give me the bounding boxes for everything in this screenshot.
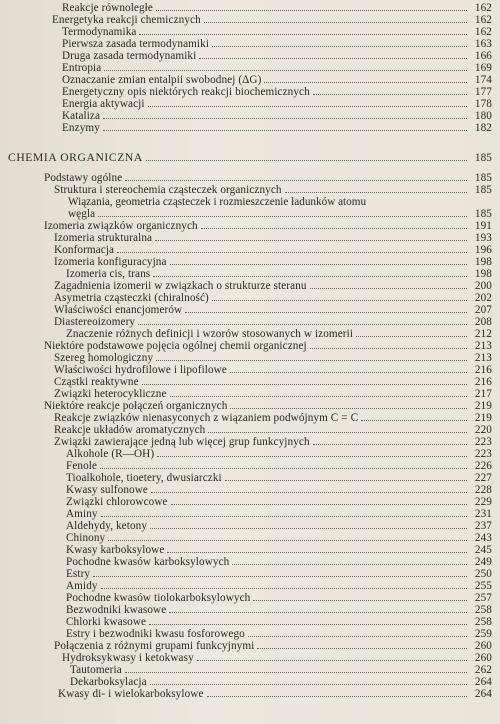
entry-page: 250 bbox=[474, 568, 492, 580]
entry-title: Druga zasada termodynamiki bbox=[62, 50, 197, 62]
dot-leader bbox=[197, 652, 467, 661]
toc-entry bbox=[54, 640, 492, 652]
toc-entry bbox=[66, 472, 492, 484]
dot-leader bbox=[170, 388, 467, 397]
entry-page: 231 bbox=[474, 508, 492, 520]
entry-title: Reakcje związków nienasyconych z wiązaniem podwójnym C = C bbox=[54, 412, 359, 424]
entry-page: 191 bbox=[474, 220, 492, 232]
entry-title: Właściwości hydrofilowe i lipofilowe bbox=[54, 364, 227, 376]
entry-title: Diastereoizomery bbox=[54, 316, 136, 328]
toc-entry bbox=[54, 304, 492, 316]
entry-page: 169 bbox=[474, 62, 492, 74]
dot-leader bbox=[101, 508, 467, 517]
toc-entry-first-line: Wiązania, geometria cząsteczek i rozmieszczenie ładunków atomu bbox=[68, 196, 367, 208]
entry-title: Izomeria związków organicznych bbox=[44, 220, 198, 232]
entry-page: 227 bbox=[474, 472, 492, 484]
dot-leader bbox=[117, 244, 467, 253]
entry-title: Reakcje równoległe bbox=[62, 2, 153, 14]
toc-entry bbox=[54, 280, 492, 292]
toc-entry bbox=[70, 664, 492, 676]
entry-page: 185 bbox=[474, 172, 492, 184]
toc-section-heading bbox=[8, 152, 492, 164]
entry-title: Tautomeria bbox=[70, 664, 122, 676]
section-title: CHEMIA ORGANICZNA bbox=[8, 151, 143, 164]
entry-page: 185 bbox=[474, 184, 492, 196]
entry-title: Chlorki kwasowe bbox=[66, 616, 147, 628]
entry-page: 229 bbox=[474, 496, 492, 508]
entry-title: Połączenia z różnymi grupami funkcyjnymi bbox=[54, 640, 255, 652]
entry-page: 245 bbox=[474, 544, 492, 556]
dot-leader bbox=[156, 352, 467, 361]
toc-entry bbox=[58, 688, 492, 700]
dot-leader bbox=[150, 676, 467, 685]
dot-leader bbox=[153, 268, 467, 277]
dot-leader bbox=[201, 220, 467, 229]
toc-entry bbox=[54, 424, 492, 436]
entry-page: 258 bbox=[474, 604, 492, 616]
dot-leader bbox=[313, 436, 467, 445]
entry-title: Alkohole (R—OH) bbox=[66, 448, 155, 460]
dot-leader bbox=[171, 496, 467, 505]
toc-entry bbox=[66, 328, 492, 340]
dot-leader bbox=[230, 400, 467, 409]
toc-entry bbox=[54, 316, 492, 328]
entry-title: Izomeria strukturalna bbox=[54, 232, 153, 244]
toc-entry bbox=[62, 110, 492, 122]
toc-entry bbox=[44, 340, 492, 352]
toc-entry bbox=[68, 208, 492, 220]
entry-page: 258 bbox=[474, 616, 492, 628]
toc-entry bbox=[54, 244, 492, 256]
entry-page: 174 bbox=[474, 74, 492, 86]
entry-page: 185 bbox=[474, 152, 492, 164]
dot-leader bbox=[125, 172, 467, 181]
toc-entry bbox=[66, 592, 492, 604]
entry-title: Pochodne kwasów karboksylowych bbox=[66, 556, 230, 568]
entry-title: Hydroksykwasy i ketokwasy bbox=[62, 652, 194, 664]
toc-entry bbox=[62, 122, 492, 134]
entry-title: Kataliza bbox=[62, 110, 101, 122]
toc-entry bbox=[54, 388, 492, 400]
entry-page: 264 bbox=[474, 688, 492, 700]
entry-page: 259 bbox=[474, 628, 492, 640]
entry-page: 177 bbox=[474, 86, 492, 98]
dot-leader bbox=[169, 604, 467, 613]
dot-leader bbox=[103, 122, 467, 131]
entry-title: Konformacja bbox=[54, 244, 115, 256]
dot-leader bbox=[204, 14, 467, 23]
entry-title: Bezwodniki kwasowe bbox=[66, 604, 167, 616]
dot-leader bbox=[225, 472, 467, 481]
dot-leader bbox=[310, 280, 467, 289]
entry-title: Estry bbox=[66, 568, 91, 580]
toc-entry bbox=[66, 484, 492, 496]
dot-leader bbox=[151, 484, 467, 493]
entry-page: 180 bbox=[474, 110, 492, 122]
entry-title: węgla bbox=[68, 208, 96, 220]
toc-entry bbox=[66, 628, 492, 640]
entry-title: Związki zawierające jedną lub więcej grup funkcyjnych bbox=[54, 436, 310, 448]
entry-page: 220 bbox=[474, 424, 492, 436]
entry-title: Właściwości enancjomerów bbox=[54, 304, 183, 316]
entry-page: 202 bbox=[474, 292, 492, 304]
toc-entry bbox=[66, 568, 492, 580]
toc-entry bbox=[66, 508, 492, 520]
dot-leader bbox=[212, 292, 467, 301]
entry-page: 193 bbox=[474, 232, 492, 244]
entry-title: Struktura i stereochemia cząsteczek organicznych bbox=[54, 184, 282, 196]
entry-page: 200 bbox=[474, 280, 492, 292]
toc-entry bbox=[54, 256, 492, 268]
entry-title: Asymetria cząsteczki (chiralność) bbox=[54, 292, 209, 304]
dot-leader bbox=[93, 568, 467, 577]
entry-page: 217 bbox=[474, 388, 492, 400]
entry-page: 260 bbox=[474, 652, 492, 664]
entry-title: Energetyka reakcji chemicznych bbox=[52, 14, 201, 26]
dot-leader bbox=[207, 688, 467, 697]
entry-title: Niektóre reakcje połączeń organicznych bbox=[44, 400, 228, 412]
entry-page: 243 bbox=[474, 532, 492, 544]
entry-title: Tioalkohole, tioetery, dwusiarczki bbox=[66, 472, 222, 484]
entry-page: 198 bbox=[474, 256, 492, 268]
toc-entry bbox=[66, 544, 492, 556]
dot-leader bbox=[103, 110, 467, 119]
toc-entry bbox=[66, 268, 492, 280]
entry-title: Enzymy bbox=[62, 122, 100, 134]
entry-page: 260 bbox=[474, 640, 492, 652]
entry-page: 163 bbox=[474, 38, 492, 50]
entry-page: 264 bbox=[474, 676, 492, 688]
toc-entry bbox=[44, 220, 492, 232]
entry-title: Kwasy karboksylowe bbox=[66, 544, 165, 556]
toc-entry bbox=[62, 26, 492, 38]
entry-title: Dekarboksylacja bbox=[70, 676, 147, 688]
toc-entry bbox=[54, 412, 492, 424]
entry-title: Kwasy di- i wielokarboksylowe bbox=[58, 688, 204, 700]
dot-leader bbox=[170, 256, 467, 265]
toc-entry bbox=[54, 184, 492, 196]
entry-title: Pochodne kwasów tiolokarboksylowych bbox=[66, 592, 251, 604]
toc-entry bbox=[66, 604, 492, 616]
dot-leader bbox=[230, 364, 467, 373]
entry-page: 207 bbox=[474, 304, 492, 316]
toc-entry bbox=[62, 652, 492, 664]
dot-leader bbox=[101, 580, 467, 589]
entry-page: 257 bbox=[474, 592, 492, 604]
toc-entry bbox=[54, 436, 492, 448]
toc-entry bbox=[66, 556, 492, 568]
entry-title: Aminy bbox=[66, 508, 98, 520]
dot-leader bbox=[150, 520, 467, 529]
dot-leader bbox=[264, 74, 467, 83]
dot-leader bbox=[208, 424, 467, 433]
dot-leader bbox=[138, 316, 467, 325]
entry-page: 208 bbox=[474, 316, 492, 328]
entry-title: Oznaczanie zmian entalpii swobodnej (ΔG) bbox=[62, 74, 262, 86]
entry-title: Energetyczny opis niektórych reakcji biochemicznych bbox=[62, 86, 310, 98]
dot-leader bbox=[185, 304, 467, 313]
toc-entry bbox=[52, 14, 492, 26]
toc-entry bbox=[62, 38, 492, 50]
toc-entry bbox=[54, 232, 492, 244]
entry-page: 216 bbox=[474, 364, 492, 376]
entry-title: Kwasy sulfonowe bbox=[66, 484, 148, 496]
entry-title: Pierwsza zasada termodynamiki bbox=[62, 38, 210, 50]
entry-title: Reakcje układów aromatycznych bbox=[54, 424, 206, 436]
toc-entry bbox=[54, 364, 492, 376]
entry-title: Związki chlorowcowe bbox=[66, 496, 168, 508]
entry-title: Zagadnienia izomerii w związkach o strukturze steranu bbox=[54, 280, 307, 292]
dot-leader bbox=[257, 640, 467, 649]
toc-entry bbox=[62, 98, 492, 110]
entry-page: 166 bbox=[474, 50, 492, 62]
entry-page: 213 bbox=[474, 340, 492, 352]
entry-title: Fenole bbox=[66, 460, 98, 472]
dot-leader bbox=[146, 152, 467, 161]
toc-entry bbox=[66, 580, 492, 592]
entry-title: Aldehydy, ketony bbox=[66, 520, 148, 532]
toc-entry bbox=[44, 400, 492, 412]
entry-page: 219 bbox=[474, 400, 492, 412]
dot-leader bbox=[149, 616, 467, 625]
entry-page: 216 bbox=[474, 376, 492, 388]
toc-entry bbox=[66, 532, 492, 544]
dot-leader bbox=[232, 556, 467, 565]
dot-leader bbox=[98, 208, 467, 217]
toc-entry bbox=[54, 376, 492, 388]
toc-entry bbox=[62, 2, 492, 14]
entry-page: 262 bbox=[474, 664, 492, 676]
entry-title: Szereg homologiczny bbox=[54, 352, 154, 364]
toc-entry bbox=[66, 616, 492, 628]
entry-title: Izomeria cis, trans bbox=[66, 268, 151, 280]
dot-leader bbox=[361, 412, 467, 421]
entry-title: Termodynamika bbox=[62, 26, 137, 38]
entry-title: Podstawy ogólne bbox=[44, 172, 123, 184]
dot-leader bbox=[313, 86, 467, 95]
entry-page: 178 bbox=[474, 98, 492, 110]
entry-page: 196 bbox=[474, 244, 492, 256]
entry-page: 162 bbox=[474, 14, 492, 26]
entry-title: Cząstki reaktywne bbox=[54, 376, 139, 388]
entry-page: 219 bbox=[474, 412, 492, 424]
dot-leader bbox=[157, 448, 467, 457]
entry-page: 249 bbox=[474, 556, 492, 568]
dot-leader bbox=[212, 38, 467, 47]
toc-entry bbox=[66, 496, 492, 508]
toc-entry bbox=[44, 172, 492, 184]
dot-leader bbox=[199, 50, 467, 59]
dot-leader bbox=[125, 664, 467, 673]
entry-page: 223 bbox=[474, 436, 492, 448]
entry-page: 212 bbox=[474, 328, 492, 340]
entry-title: Znaczenie różnych definicji i wzorów stosowanych w izomerii bbox=[66, 328, 354, 340]
entry-page: 228 bbox=[474, 484, 492, 496]
entry-page: 185 bbox=[474, 208, 492, 220]
entry-title: Energia aktywacji bbox=[62, 98, 145, 110]
dot-leader bbox=[142, 376, 467, 385]
dot-leader bbox=[100, 460, 467, 469]
entry-title: Entropia bbox=[62, 62, 102, 74]
toc-entry bbox=[62, 86, 492, 98]
toc-entry bbox=[62, 50, 492, 62]
entry-page: 237 bbox=[474, 520, 492, 532]
dot-leader bbox=[248, 628, 467, 637]
toc-entry bbox=[66, 520, 492, 532]
entry-page: 182 bbox=[474, 122, 492, 134]
entry-title: Amidy bbox=[66, 580, 98, 592]
entry-page: 198 bbox=[474, 268, 492, 280]
entry-title: Chinony bbox=[66, 532, 106, 544]
toc-entry bbox=[66, 448, 492, 460]
dot-leader bbox=[148, 98, 467, 107]
toc-entry bbox=[62, 62, 492, 74]
entry-title: Związki heterocykliczne bbox=[54, 388, 167, 400]
dot-leader bbox=[156, 2, 467, 11]
dot-leader bbox=[139, 26, 467, 35]
dot-leader bbox=[104, 62, 467, 71]
dot-leader bbox=[155, 232, 467, 241]
toc-entry bbox=[70, 676, 492, 688]
entry-title: Niektóre podstawowe pojęcia ogólnej chemii organicznej bbox=[44, 340, 307, 352]
dot-leader bbox=[285, 184, 467, 193]
entry-page: 226 bbox=[474, 460, 492, 472]
toc-entry bbox=[66, 460, 492, 472]
entry-title: Izomeria konfiguracyjna bbox=[54, 256, 167, 268]
dot-leader bbox=[167, 544, 467, 553]
toc-entry bbox=[62, 74, 492, 86]
toc-entry bbox=[54, 352, 492, 364]
entry-page: 255 bbox=[474, 580, 492, 592]
entry-page: 213 bbox=[474, 352, 492, 364]
dot-leader bbox=[253, 592, 467, 601]
entry-page: 162 bbox=[474, 26, 492, 38]
dot-leader bbox=[356, 328, 467, 337]
toc-entry bbox=[54, 292, 492, 304]
entry-page: 223 bbox=[474, 448, 492, 460]
dot-leader bbox=[108, 532, 467, 541]
entry-page: 162 bbox=[474, 2, 492, 14]
entry-title: Estry i bezwodniki kwasu fosforowego bbox=[66, 628, 245, 640]
dot-leader bbox=[310, 340, 467, 349]
